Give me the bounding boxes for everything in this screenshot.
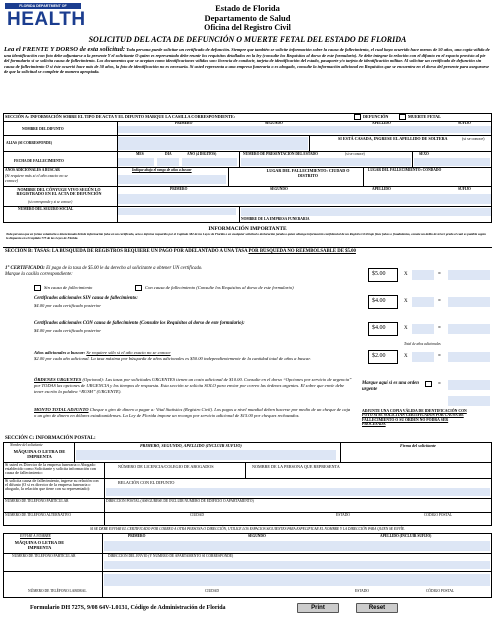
logo-text: HEALTH (7, 9, 86, 30)
send-second: SEGUNDO (248, 534, 266, 538)
mail-to-other-note: SI SE DEBE ENVIAR EL CERTIFICADO POR CORREO A OTRA PERSONA O DIRECCIÓN, UTILICE LOS ESPACIOS SIGUIENTES PARA ESPECIFICAR EL NOMBRE Y LA DIRECCIÓN PARA QUIEN SE ENVÍE. (90, 527, 405, 531)
state-file-label: NÚMERO DE PRESENTACIÓN DEL ESTADO (243, 152, 318, 156)
section-c-title: SECCIÓN C: INFORMACIÓN POSTAL: (5, 436, 96, 441)
ssn-field[interactable] (118, 208, 236, 215)
first-cert-total[interactable] (448, 270, 490, 280)
intro-lead: Lea el FRENTE Y DORSO de esta solicitud: (4, 46, 126, 53)
first-cert-amount: $5.00 (368, 268, 398, 282)
add-no-cause-x: X (404, 299, 408, 304)
years-indicate: Indique abajo el rango de años a buscar (132, 168, 192, 172)
applicant-typewriter: MÁQUINA O LETRA DE IMPRENTA (13, 449, 66, 460)
years-range-field[interactable] (118, 175, 226, 184)
first-cert-qty[interactable] (412, 270, 434, 280)
col-second: SEGUNDO (265, 121, 283, 125)
spouse-label: NOMBRE DEL CÓNYUGE VIVO SEGÚN LO REGISTRADO EN EL ACTA DE DEFUNCIÓN (16, 187, 102, 197)
decedent-name-field[interactable] (118, 126, 491, 133)
add-no-cause-total[interactable] (448, 297, 490, 307)
first-cert-text (5, 266, 205, 278)
first-cert-body: El pago de la tasa de $5.00 le da derecho al solicitante a obtener UN certificado. Marque la casilla correspondiente: (5, 266, 203, 277)
header-office: Oficina del Registro Civil (204, 23, 291, 32)
maiden-name-note: SI ESTÁ CASADA, INGRESE EL APELLIDO DE SOLTERA (338, 136, 448, 141)
applicant-name-field[interactable] (76, 450, 336, 460)
add-with-cause-price: $4.00 por cada certificado posterior (34, 328, 101, 333)
sex-label: SEXO (419, 152, 429, 156)
payment-body: Cheque o giro de dinero a pagar a: Vital Statistics (Registro Civil). Los pagos a nivel mundial deben hacerse por medio de un cheque de caja o un giro de dinero en dólares estadounidenses. La Ley de Florida impone un recargo por servicio adicional de $15.00 por cheques rechazados. (34, 407, 351, 418)
col-last: APELLIDO (372, 121, 391, 125)
urgent-text (34, 377, 352, 394)
address-label: DIRECCIÓN POSTAL (ASEGÚRESE DE INCLUIR NÚMERO DE EDIFICIO O APARTAMENTO) (106, 499, 254, 503)
header-dept: Departamento de Salud (204, 13, 291, 23)
checkbox-fetal[interactable] (399, 114, 406, 120)
add-no-cause-label: Certificados adicionales SIN causa de fallecimiento: (34, 296, 138, 301)
add-with-cause-amount: $4.00 (368, 322, 398, 336)
relation-note: Si solicita causa de fallecimiento, ingrese su relación con el difunto (O si es director de la empresa funeraria o abogado, la relación que tiene con su representado): (5, 478, 99, 491)
total-enclosed-field[interactable] (448, 396, 490, 406)
section-b-title-fee: POR BÚSQUEDA NO REEMBOLSABLE DE $5.00 (248, 249, 356, 254)
send-city-label: CIUDAD (205, 589, 219, 593)
section-b-title (5, 250, 356, 255)
send-first: PRIMERO (128, 534, 146, 538)
checkbox-no-cause[interactable] (34, 285, 41, 291)
total-years-label: Total de años adicionales (404, 342, 441, 346)
urgent-check-label: Marque aquí si es una orden urgente (362, 381, 419, 392)
add-with-cause-eq: = (438, 326, 441, 331)
payment-title: MONTO TOTAL ADJUNTO (34, 407, 89, 412)
phone-label: NÚMERO DE TELÉFONO PARTICULAR (5, 499, 69, 503)
years-search-x: X (404, 354, 408, 359)
funeral-home-label: NOMBRE DE LA EMPRESA FUNERARIA (241, 217, 310, 221)
page-title: SOLICITUD DEL ACTA DE DEFUNCIÓN O MUERTE FETAL DEL ESTADO DE FLORIDA (88, 35, 407, 44)
years-search-text (34, 350, 352, 361)
send-home-phone-label: NÚMERO DE TELÉFONO PARTICULAR (12, 554, 76, 558)
years-note: (Si requiere más si el año exacto no se conoce) (5, 173, 68, 183)
years-search-eq: = (438, 354, 441, 359)
urgent-body: (Opcional): Las tasas por solicitudes URGENTES tienen un costo adicional de $10.00. Consulte en el dorso “Opciones por servicio de urgencia” por TODAS las opciones de URGENCIA y los tiempos de respuesta. Esta sección se solicita SOLO para enviar por correo las órdenes urgentes. El sobre que envíe debe tener escrito la palabra “RUSH” (URGENTE). (34, 377, 352, 394)
applicant-label: Nombre del solicitante (10, 443, 43, 447)
spouse-first: PRIMERO (170, 187, 188, 191)
logo-state-band: FLORIDA DEPARTMENT OF (5, 3, 81, 9)
send-work-phone-label: NÚMERO DE TELÉFONO LABORAL (28, 589, 87, 593)
relation-field[interactable] (106, 488, 490, 496)
add-with-cause-x: X (404, 326, 408, 331)
years-search-qty[interactable] (412, 352, 434, 362)
year-field[interactable] (182, 158, 237, 166)
represented-label: NOMBRE DE LA PERSONA QUE REPRESENTA (252, 464, 340, 469)
years-search-note: Se requiere sólo si el año exacto no se conoce (86, 350, 171, 355)
city-label: CIUDAD (190, 513, 204, 517)
relation-label: RELACIÓN CON EL DIFUNTO (118, 480, 175, 485)
place-city-label: LUGAR DEL FALLECIMIENTO: CIUDAD O DISTRITO (266, 168, 350, 178)
add-with-cause-label: Certificados adicionales CON causa de fallecimiento (Consulte los Requisitos al dorso de este formulario): (34, 321, 245, 326)
spouse-second: SEGUNDO (270, 187, 288, 191)
month-field[interactable] (118, 158, 154, 166)
year-label: AÑO (4 DÍGITOS) (187, 152, 217, 156)
month-label: MES (136, 152, 144, 156)
maiden-if-known: (si se conoce) (462, 136, 485, 141)
years-search-label: Años adicionales a buscar: (34, 350, 86, 355)
day-field[interactable] (157, 158, 179, 166)
years-search-total[interactable] (448, 352, 490, 362)
date-of-death-label: FECHA DE FALLECIMIENTO (14, 159, 64, 163)
payment-text (34, 407, 352, 419)
print-button[interactable]: Print (297, 603, 339, 613)
alias-field[interactable] (118, 137, 308, 150)
spouse-note: (si corresponde y si se conoce) (28, 200, 73, 204)
col-first: PRIMERO (175, 121, 193, 125)
intro-paragraph (4, 47, 491, 75)
signature-label: Firma del solicitante (400, 443, 436, 448)
checkbox-with-cause[interactable] (135, 285, 142, 291)
urgent-eq: = (438, 382, 441, 387)
add-with-cause-total[interactable] (448, 324, 490, 334)
years-label: AÑOS ADICIONALES A BUSCAR (5, 168, 60, 172)
send-zip-label: CÓDIGO POSTAL (426, 589, 455, 593)
spouse-name-field[interactable] (118, 194, 491, 204)
header-state: Estado de Florida (215, 3, 280, 13)
add-no-cause-amount: $4.00 (368, 295, 398, 309)
section-a-title: SECCIÓN A: INFORMACIÓN SOBRE EL TIPO DE ACTA Y EL DIFUNTO MARQUE LA CASILLA CORRESPONDIENTE: (5, 114, 236, 119)
add-no-cause-eq: = (438, 299, 441, 304)
send-city-field[interactable] (104, 574, 490, 586)
alias-label: ALIAS (SI CORRESPONDE) (6, 141, 53, 145)
ssn-label: NÚMERO DEL SEGURO SOCIAL (18, 207, 74, 211)
photo-id-note: ADJUNTE UNA COPIA VÁLIDA DE IDENTIFICACIÓN CON FOTO SI SE SOLICITAN CERTIFICADOS POR CAUSA DE FALLECIMIENTO O SU ORDEN NO PODRÁ SER PROCESADA (362, 409, 467, 427)
years-search-body: $2.00 por cada año adicional. La tasa máxima por búsqueda de años adicionales es $50.00 independientemente de la cantidad total de años a buscar. (34, 355, 311, 361)
checkbox-urgent[interactable] (425, 381, 432, 387)
spouse-last: APELLIDO (372, 187, 391, 191)
label-death: DEFUNCIÓN (363, 114, 389, 119)
add-no-cause-qty[interactable] (412, 297, 434, 307)
no-cause-label: Sin causa de fallecimiento (44, 285, 93, 290)
send-address-field[interactable] (104, 561, 490, 569)
important-title: INFORMACIÓN IMPORTANTE (208, 226, 287, 232)
first-cert-x: X (404, 272, 408, 277)
send-address-label: DIRECCIÓN DEL ENVÍO (Y NÚMERO DE APARTAMENTO SI CORRESPONDE) (108, 554, 234, 558)
add-no-cause-price: $4.00 por cada certificado posterior (34, 303, 101, 308)
section-b-title-main: SECCIÓN B: TASAS: LA BÚSQUEDA DE REGISTROS REQUIERE UN PAGO POR ADELANTADO A UNA TASA (5, 249, 248, 254)
alt-phone-label: NÚMERO DE TELÉFONO ALTERNATIVO (5, 513, 71, 517)
first-cert-label: 1° CERTIFICADO: (5, 266, 45, 271)
zip-label: CÓDIGO POSTAL (424, 513, 453, 517)
state-label: ESTADO (336, 513, 350, 517)
send-to-label: ENVIAR A NOMBRE (20, 534, 51, 538)
send-name-field[interactable] (104, 541, 490, 551)
send-last: APELLIDO (INCLUIR SUFIJO) (380, 534, 432, 538)
intro-body: Toda persona puede solicitar un certificado de defunción. Siempre que también se solicite información sobre la causa de fallecimiento, el cual haya ocurrido hace menos de 50 años, una copia válida de una identificación con foto debe adjuntarse a la presente Y el solicitante O quien es representado debe reunir los requisitos detallados en la ley (consulte los Requisitos al dorso de este formulario). Se debe integrar la relación con el difunto en el espacio provisto al pie del formulario si se solicita causa de fallecimiento. Los documentos que se aceptan como identificaciones válidas son: licencia de conducir, tarjeta de identificación del estado, pasaporte y/o tarjeta de identificación militar. Al solicitar un certificado de defunción sin causa de fallecimiento O si éste ocurrió hace más de 50 años, la foto de identificación no es necesaria. Si usted representa a una empresa funeraria o es abogado, consulte la información adicional en Requisitos que se encuentra en el dorso del presente para asegurarse de que la solicitud se complete de manera apropiada. (4, 47, 490, 75)
funeral-home-field[interactable] (241, 208, 491, 216)
send-to-typewriter: MÁQUINA O LETRA DE IMPRENTA (14, 540, 65, 551)
state-file-field[interactable] (241, 158, 411, 166)
col-suffix: SUFIJO (458, 121, 471, 125)
checkbox-death[interactable] (354, 114, 361, 120)
send-state-label: ESTADO (355, 589, 369, 593)
license-label: NÚMERO DE LICENCIA/COLEGIO DE ABOGADOS (118, 464, 214, 469)
state-file-if-known: (si se conoce) (345, 152, 365, 156)
urgent-total[interactable] (448, 380, 490, 390)
form-number: Formulario DH 727S, 9/08 64V-1.0131, Código de Administración de Florida (30, 605, 226, 611)
first-cert-eq: = (438, 272, 441, 277)
years-search-amount: $2.00 (368, 350, 398, 364)
decedent-name-label: NOMBRE DEL DIFUNTO (22, 127, 64, 131)
funeral-director-note: Si usted es Director de la empresa funeraria o Abogado establecido como Solicitante y solicita información con causa de fallecimiento: (5, 462, 96, 475)
applicant-name-cols: PRIMERO, SEGUNDO, APELLIDO (INCLUIR SUFIJO) (140, 443, 242, 448)
sex-field[interactable] (414, 158, 490, 166)
payment-sub (34, 413, 36, 418)
label-fetal: MUERTE FETAL (408, 114, 441, 119)
with-cause-label: Con causa de fallecimiento (Consulte los Requisitos al dorso de este formulario) (145, 285, 294, 290)
reset-button[interactable]: Reset (356, 603, 398, 613)
add-with-cause-qty[interactable] (412, 324, 434, 334)
spouse-suffix: SUFIJO (458, 187, 471, 191)
important-text: Toda persona que en forma voluntaria o intencionada brinde información falsa en un certificado, acta o informe requerido por el Capítulo 382 de las Leyes de Florida o en cualquier solicitud o declaración jurada o quien obtenga información confidencial de un Registro Civil bajo fines falsos o fraudulentos, comete un delito de tercer grado el cual es punible según lo dispuesto en el Capítulo 775 de las Leyes de Florida. (6, 232, 486, 240)
day-label: DÍA (165, 152, 172, 156)
place-county-label: LUGAR DEL FALLECIMIENTO: CONDADO (368, 168, 442, 172)
urgent-title: ÓRDENES URGENTES (34, 377, 82, 382)
